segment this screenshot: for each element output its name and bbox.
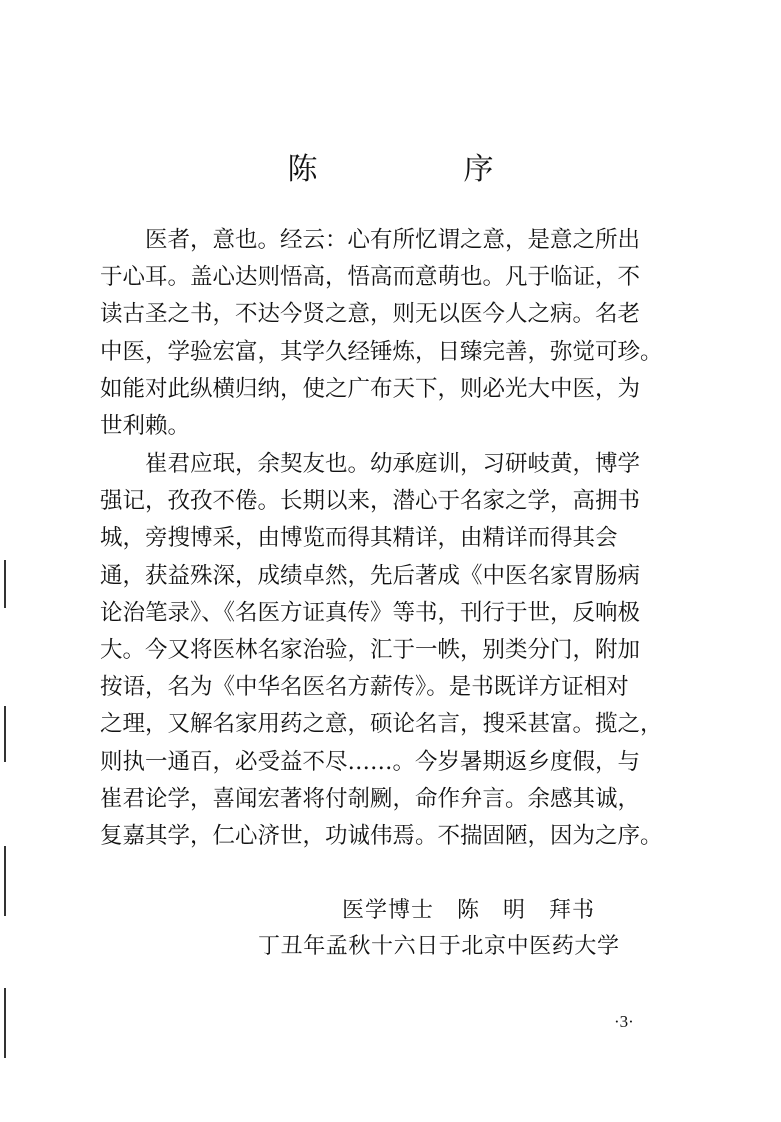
text-line: 复嘉其学，仁心济世，功诚伟焉。不揣固陋，因为之序。 bbox=[100, 823, 663, 850]
text-line: 中医，学验宏富，其学久经锤炼，日臻完善，弥觉可珍。 bbox=[100, 338, 663, 365]
text-line: 城，旁搜博采，由博览而得其精详，由精详而得其会 bbox=[100, 525, 618, 552]
text-line: 世利赖。 bbox=[100, 413, 191, 440]
paragraph-2 bbox=[100, 446, 700, 855]
signature-date-place: 丁丑年孟秋十六日于北京中医药大学 bbox=[258, 934, 620, 959]
text-line: 医者，意也。经云：心有所忆谓之意，是意之所出 bbox=[100, 227, 641, 253]
text-line: 论治笔录》、《名医方证真传》等书，刊行于世，反响极 bbox=[100, 599, 641, 626]
scan-edge-mark bbox=[4, 846, 6, 916]
text-line: 之理，又解名家用药之意，硕论名言，搜采甚富。揽之， bbox=[100, 711, 663, 738]
text-line: 崔君应珉，余契友也。幼承庭训，习研岐黄，博学 bbox=[100, 451, 641, 477]
text-line: 大。今又将医林名家治验，汇于一帙，别类分门，附加 bbox=[100, 637, 641, 664]
text-line: 读古圣之书，不达今贤之意，则无以医今人之病。名老 bbox=[100, 301, 641, 328]
page-title: 陈 序 bbox=[287, 152, 552, 187]
text-line: 于心耳。盖心达则悟高，悟高而意萌也。凡于临证，不 bbox=[100, 264, 641, 291]
scan-edge-mark bbox=[4, 706, 6, 762]
text-line: 如能对此纵横归纳，使之广布天下，则必光大中医，为 bbox=[100, 375, 641, 402]
page-number: ·3· bbox=[614, 1012, 634, 1031]
text-line: 崔君论学，喜闻宏著将付剞劂，命作弁言。余感其诚， bbox=[100, 785, 641, 812]
signature-author: 医学博士 陈 明 拜书 bbox=[342, 898, 596, 923]
paragraph-1 bbox=[100, 222, 700, 445]
scan-edge-mark bbox=[4, 988, 6, 1058]
text-line: 通，获益殊深，成绩卓然，先后著成《中医名家胃肠病 bbox=[100, 562, 641, 589]
text-line: 则执一通百，必受益不尽……。今岁暑期返乡度假，与 bbox=[100, 748, 641, 775]
scan-edge-mark bbox=[4, 560, 6, 608]
text-line: 强记，孜孜不倦。长期以来，潜心于名家之学，高拥书 bbox=[100, 488, 641, 515]
text-line: 按语，名为《中华名医名方薪传》。是书既详方证相对 bbox=[100, 674, 629, 701]
